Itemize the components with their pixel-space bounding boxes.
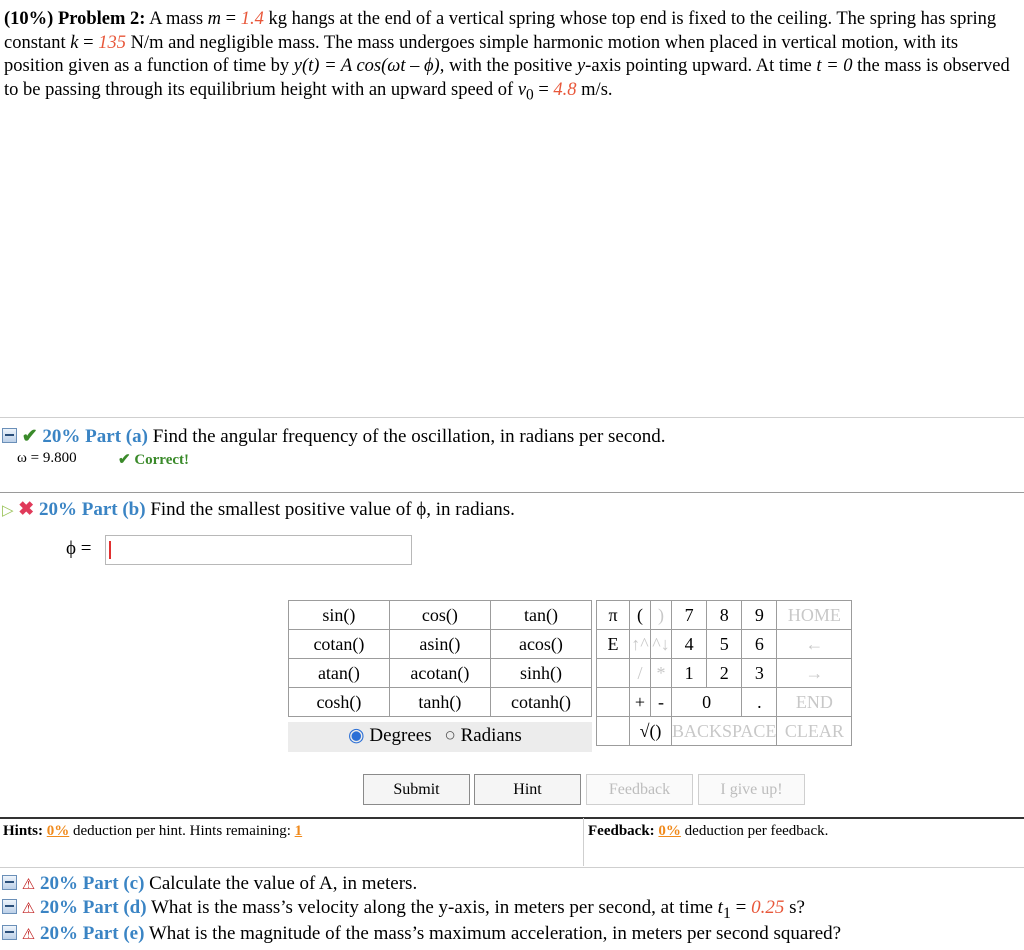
part-e-question: What is the magnitude of the mass’s maximum acceleration, in meters per second squared? (148, 923, 842, 944)
part-b-label: 20% Part (b) (38, 499, 146, 520)
y-symbol: y (576, 56, 586, 76)
left-paren-button[interactable]: ( (630, 601, 651, 630)
angle-mode (288, 722, 592, 752)
digit-0-button[interactable]: 0 (672, 688, 742, 717)
v0-subscript: 0 (526, 86, 534, 104)
collapse-icon[interactable] (2, 899, 17, 914)
collapse-icon[interactable] (2, 875, 17, 890)
hints-line (3, 823, 302, 840)
function-keypad (288, 600, 592, 717)
submit-button[interactable]: Submit (363, 774, 470, 805)
equals: = (533, 79, 554, 100)
digit-1-button[interactable]: 1 (672, 659, 707, 688)
sin-button[interactable]: sin() (289, 601, 390, 630)
problem-statement (4, 8, 1014, 107)
vertical-divider (583, 818, 584, 866)
digit-6-button[interactable]: 6 (742, 630, 777, 659)
answer-input[interactable] (105, 535, 412, 565)
problem-header: (10%) Problem 2: (4, 9, 146, 29)
digit-3-button[interactable]: 3 (742, 659, 777, 688)
problem-text: , with the positive (439, 56, 573, 76)
digit-7-button[interactable]: 7 (672, 601, 707, 630)
blank-key (597, 688, 630, 717)
part-b-header (2, 498, 515, 521)
problem-text: -axis pointing upward. At time (585, 56, 812, 76)
numeric-keypad (596, 600, 852, 746)
part-c-header (2, 873, 417, 895)
degrees-radio-icon[interactable]: ◉ (348, 725, 365, 746)
problem-text: the mass is observed to be passing through its equilibrium height with an upward speed of (4, 56, 1010, 100)
radians-label: Radians (460, 725, 522, 746)
atan-button[interactable]: atan() (289, 659, 390, 688)
phi-label: ϕ = (66, 538, 92, 559)
degrees-label: Degrees (369, 725, 432, 746)
feedback-deduction: 0% (658, 823, 681, 839)
down-arrow-button[interactable]: ^↓ (651, 630, 672, 659)
digit-2-button[interactable]: 2 (707, 659, 742, 688)
cosh-button[interactable]: cosh() (289, 688, 390, 717)
cos-button[interactable]: cos() (389, 601, 490, 630)
part-b-question: Find the smallest positive value of ϕ, in radians. (150, 499, 515, 520)
blank-key (597, 659, 630, 688)
part-a-header (2, 425, 666, 448)
minus-button[interactable]: - (651, 688, 672, 717)
up-arrow-button[interactable]: ↑^ (630, 630, 651, 659)
problem-text: N/m and negligible mass. The mass undergoes simple harmonic motion when placed in vertical motion, with its position given as a function of time by (4, 32, 959, 76)
part-c-label: 20% Part (c) (39, 873, 145, 894)
digit-4-button[interactable]: 4 (672, 630, 707, 659)
divider (0, 817, 1024, 819)
collapse-icon[interactable] (2, 428, 17, 443)
e-button[interactable]: E (597, 630, 630, 659)
expand-triangle-icon[interactable]: ▷ (2, 503, 14, 519)
sqrt-button[interactable]: √() (630, 717, 672, 746)
acotan-button[interactable]: acotan() (389, 659, 490, 688)
problem-text: m/s. (581, 79, 613, 100)
multiply-button[interactable]: * (651, 659, 672, 688)
divider (0, 492, 1024, 493)
left-arrow-button[interactable]: ← (777, 630, 852, 659)
incorrect-x-icon: ✖ (18, 499, 35, 520)
right-paren-button[interactable]: ) (651, 601, 672, 630)
t1-subscript: 1 (722, 904, 731, 922)
acos-button[interactable]: acos() (490, 630, 591, 659)
decimal-button[interactable]: . (742, 688, 777, 717)
spring-constant-value: 135 (98, 32, 126, 53)
hints-label: Hints: (3, 823, 44, 839)
part-a-answer: ω = 9.800 (17, 450, 77, 466)
collapse-icon[interactable] (2, 925, 17, 940)
checkmark-icon: ✔ (21, 426, 38, 447)
hints-remaining: 1 (294, 823, 303, 839)
speed-value: 4.8 (553, 79, 577, 100)
warning-icon: ⚠ (21, 927, 36, 943)
problem-text: A mass (149, 9, 204, 29)
radians-radio-icon[interactable]: ○ (444, 725, 456, 746)
t1-value: 0.25 (751, 897, 785, 918)
time-unit: s? (789, 897, 805, 918)
pi-button[interactable]: π (597, 601, 630, 630)
t1-symbol: t (717, 897, 723, 918)
digit-8-button[interactable]: 8 (707, 601, 742, 630)
tanh-button[interactable]: tanh() (389, 688, 490, 717)
text-caret (109, 541, 111, 559)
digit-9-button[interactable]: 9 (742, 601, 777, 630)
feedback-line (588, 823, 828, 840)
plus-button[interactable]: + (630, 688, 651, 717)
hints-text: deduction per hint. Hints remaining: (73, 823, 291, 839)
k-symbol: k (70, 32, 79, 53)
backspace-button[interactable]: BACKSPACE (672, 717, 777, 746)
part-d-label: 20% Part (d) (39, 897, 147, 918)
blank-key (597, 717, 630, 746)
v0-symbol: v (517, 79, 527, 100)
warning-icon: ⚠ (21, 877, 36, 893)
home-button[interactable]: HOME (777, 601, 852, 630)
divider (0, 417, 1024, 418)
digit-5-button[interactable]: 5 (707, 630, 742, 659)
give-up-button[interactable]: I give up! (698, 774, 805, 805)
problem-text: kg hangs at the end of a vertical spring whose top end is fixed to the ceiling. The spring has spring constant (4, 9, 997, 53)
part-e-header (2, 923, 841, 945)
feedback-text: deduction per feedback. (684, 823, 829, 839)
warning-icon: ⚠ (21, 901, 36, 917)
mass-symbol: m (207, 9, 222, 29)
feedback-label: Feedback: (588, 823, 655, 839)
cotan-button[interactable]: cotan() (289, 630, 390, 659)
correct-status: ✔ Correct! (118, 452, 190, 468)
right-arrow-button[interactable]: → (777, 659, 852, 688)
equals: = (78, 32, 99, 53)
part-c-question: Calculate the value of A, in meters. (149, 873, 418, 894)
position-equation: y(t) = A cos(ωt – ϕ) (293, 56, 440, 76)
equals: = (221, 9, 241, 29)
cotanh-button[interactable]: cotanh() (490, 688, 591, 717)
time-zero: t = 0 (816, 56, 853, 76)
part-e-label: 20% Part (e) (39, 923, 145, 944)
part-a-label: 20% Part (a) (42, 426, 148, 447)
divide-button[interactable]: / (630, 659, 651, 688)
asin-button[interactable]: asin() (389, 630, 490, 659)
tan-button[interactable]: tan() (490, 601, 591, 630)
feedback-button[interactable]: Feedback (586, 774, 693, 805)
mass-value: 1.4 (240, 9, 264, 29)
sinh-button[interactable]: sinh() (490, 659, 591, 688)
end-button[interactable]: END (777, 688, 852, 717)
equals: = (730, 897, 752, 918)
hint-button[interactable]: Hint (474, 774, 581, 805)
clear-button[interactable]: CLEAR (777, 717, 852, 746)
part-d-header (2, 897, 805, 923)
part-a-question: Find the angular frequency of the oscillation, in radians per second. (152, 426, 666, 447)
part-d-question: What is the mass’s velocity along the y-axis, in meters per second, at time (150, 897, 713, 918)
hint-deduction: 0% (46, 823, 70, 839)
divider (0, 867, 1024, 868)
